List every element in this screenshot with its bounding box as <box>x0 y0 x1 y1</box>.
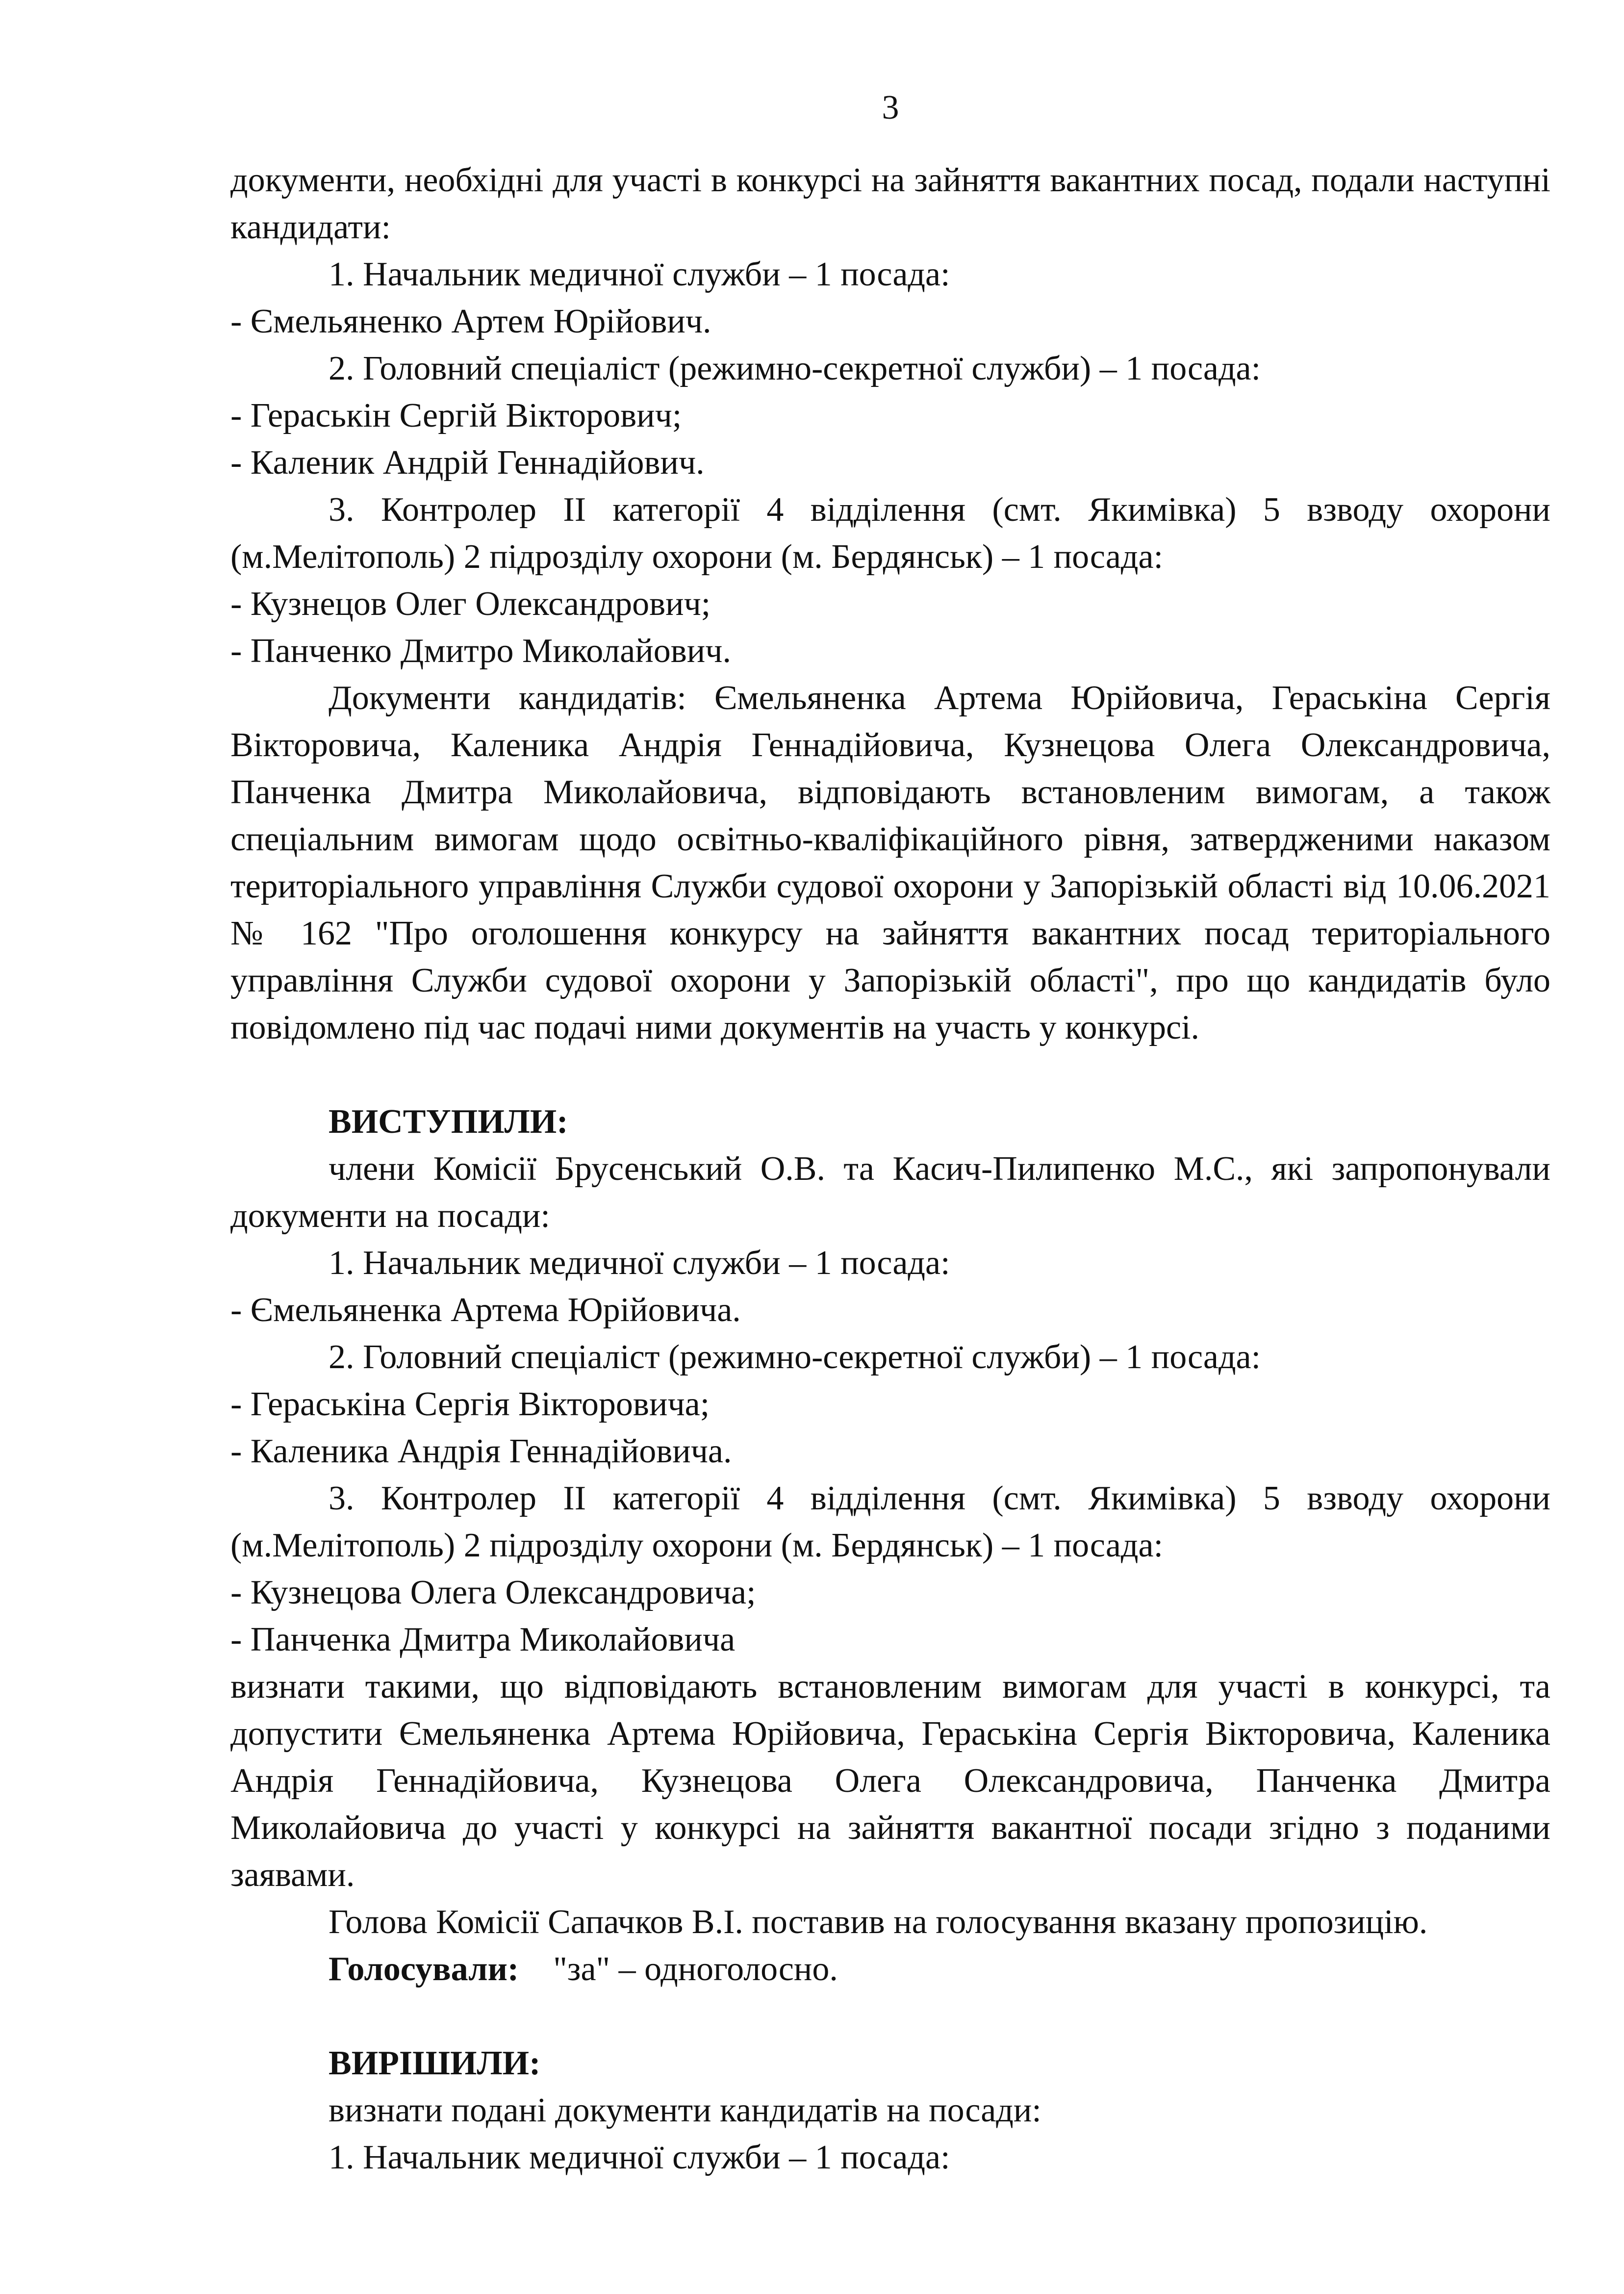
candidate-line: - Панченка Дмитра Миколайовича <box>230 1621 736 1658</box>
intro-paragraph: документи, необхідні для участі в конкурсі на зайняття вакантних посад, подали наступні кандидати: <box>230 161 1550 246</box>
candidate-line: - Каленик Андрій Геннадійович. <box>230 444 705 482</box>
candidate-line: - Кузнецова Олега Олександровича; <box>230 1574 756 1611</box>
position-1-title: 1. Начальник медичної служби – 1 посада: <box>329 2139 950 2176</box>
candidate-line: - Панченко Дмитро Миколайович. <box>230 632 731 670</box>
vote-value-text: "за" – одноголосно. <box>553 1950 838 1988</box>
vote-line <box>230 1946 1550 1993</box>
candidate-line: - Каленика Андрія Геннадійовича. <box>230 1432 732 1470</box>
candidate-line: - Гераськіна Сергія Вікторовича; <box>230 1385 710 1423</box>
position-2-title: 2. Головний спеціаліст (режимно-секретної служби) – 1 посада: <box>329 1338 1261 1376</box>
position-3-title: 3. Контролер ІІ категорії 4 відділення (смт. Якимівка) 5 взводу охорони (м.Мелітополь) 2 підрозділу охорони (м. Бердянськ) – 1 посада: <box>230 491 1550 576</box>
decided-paragraph: визнати подані документи кандидатів на посади: <box>329 2091 1041 2129</box>
candidate-line: - Ємельяненка Артема Юрійовича. <box>230 1291 741 1329</box>
chair-paragraph: Голова Комісії Сапачков В.І. поставив на голосування вказану пропозицію. <box>329 1903 1428 1941</box>
vote-label: Голосували: <box>329 1950 519 1988</box>
vote-value <box>528 1950 838 1988</box>
spoke-heading: ВИСТУПИЛИ: <box>329 1103 568 1141</box>
position-1-title: 1. Начальник медичної служби – 1 посада: <box>329 255 950 293</box>
candidate-line: - Гераськін Сергій Вікторович; <box>230 397 682 434</box>
page-number: 3 <box>882 89 899 127</box>
spoke-paragraph: члени Комісії Брусенський О.В. та Касич-Пилипенко М.С., які запропонували документи на посади: <box>230 1150 1550 1235</box>
conclusion-paragraph: визнати такими, що відповідають встановленим вимогам для участі в конкурсі, та допустити Ємельяненка Артема Юрійовича, Гераськіна Сергія Вікторовича, Каленика Андрія Геннадійовича, Кузнецова Олега Олександровича, Панченка Дмитра Миколайовича до участі у конкурсі на зайняття вакантної посади згідно з поданими заявами. <box>230 1668 1550 1894</box>
position-2-title: 2. Головний спеціаліст (режимно-секретної служби) – 1 посада: <box>329 350 1261 387</box>
decided-heading: ВИРІШИЛИ: <box>329 2044 541 2082</box>
candidate-line: - Кузнецов Олег Олександрович; <box>230 585 711 623</box>
position-1-title: 1. Начальник медичної служби – 1 посада: <box>329 1244 950 1282</box>
position-3-title: 3. Контролер ІІ категорії 4 відділення (смт. Якимівка) 5 взводу охорони (м.Мелітополь) 2 підрозділу охорони (м. Бердянськ) – 1 посада: <box>230 1479 1550 1564</box>
documents-paragraph: Документи кандидатів: Ємельяненка Артема Юрійовича, Гераськіна Сергія Вікторовича, Каленика Андрія Геннадійовича, Кузнецова Олега Олександровича, Панченка Дмитра Миколайовича, відповідають встановленим вимогам, а також спеціальним вимогам щодо освітньо-кваліфікаційного рівня, затвердженими наказом територіального управління Служби судової охорони у Запорізькій області від 10.06.2021 № 162 "Про оголошення конкурсу на зайняття вакантних посад територіального управління Служби судової охорони у Запорізькій області", про що кандидатів було повідомлено під час подачі ними документів на участь у конкурсі. <box>230 679 1550 1046</box>
candidate-line: - Ємельяненко Артем Юрійович. <box>230 303 711 340</box>
